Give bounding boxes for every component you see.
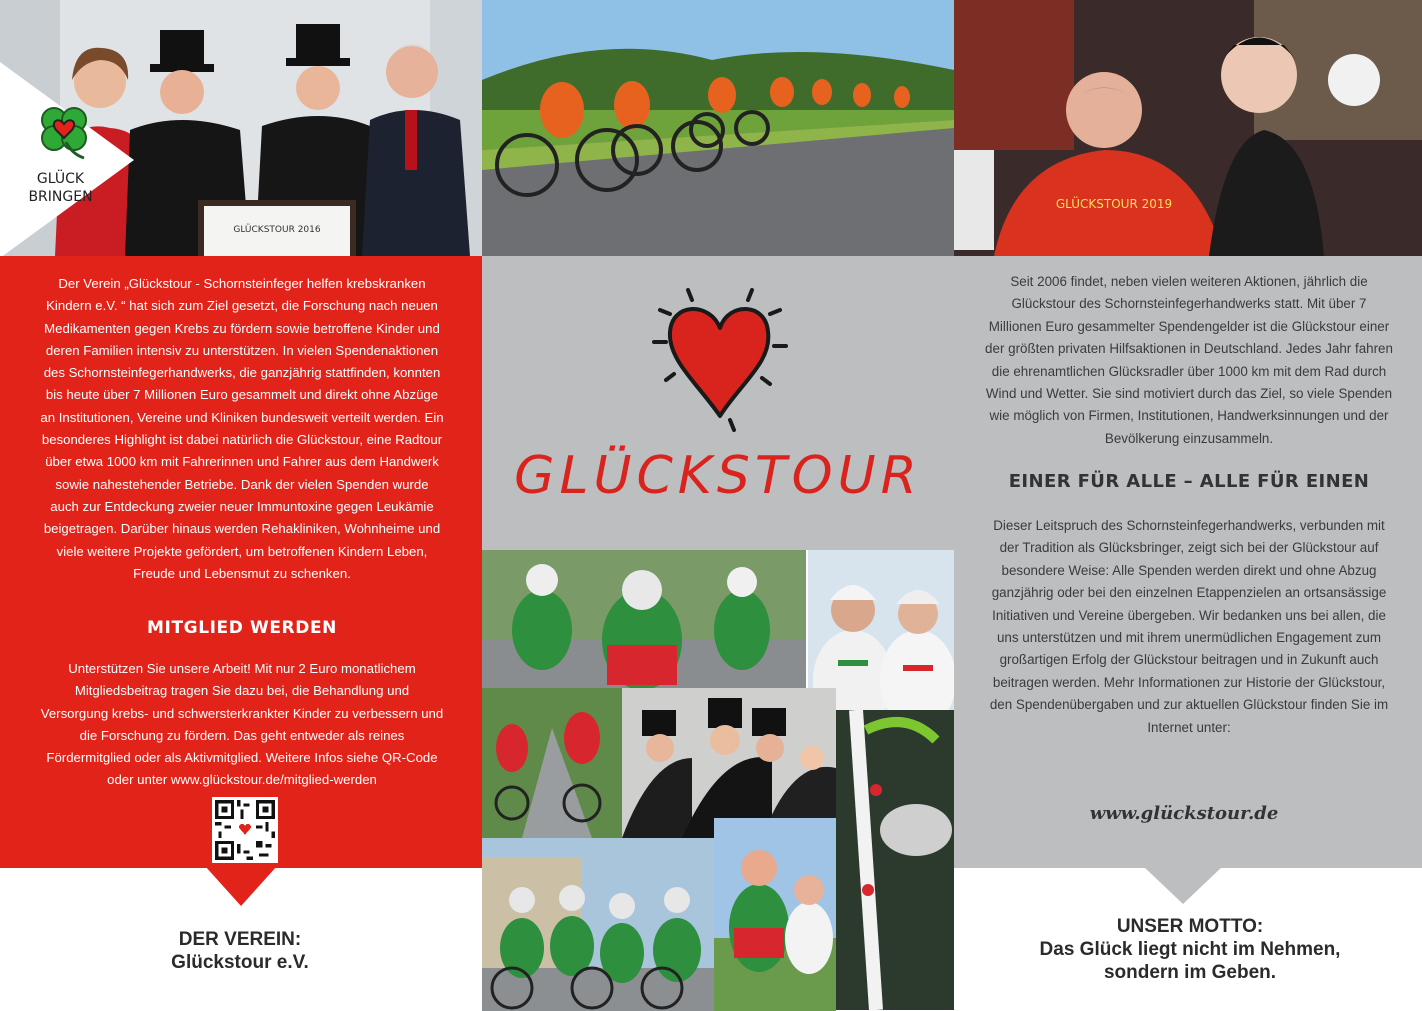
motto-title: UNSER MOTTO: xyxy=(1116,916,1264,937)
badge-line-1: GLÜCK xyxy=(36,171,85,187)
photo-cyclists-road xyxy=(482,0,954,256)
badge-label xyxy=(8,170,113,206)
clover-icon xyxy=(32,98,96,162)
member-text: Unterstützen Sie unsere Arbeit! Mit nur 2 Euro monatlichem Mitgliedsbeitrag tragen Sie dazu bei, die Behandlung und Versorgung krebs- und schwersterkrankter Kinder zu verbessern und die Forschung zu fördern. Das geht entweder als reines Fördermitglied oder als Aktivmitglied. Weitere Infos siehe QR-Code oder unter www.glückstour.de/mitglied-werden xyxy=(40,661,444,788)
verein-footer-line-1: DER VEREIN: xyxy=(178,929,302,950)
verein-footer xyxy=(100,928,380,974)
photo-ceremony xyxy=(954,0,1422,256)
jersey-print-label: GLÜCKSTOUR 2019 xyxy=(1055,197,1173,211)
verein-pointer xyxy=(205,866,277,906)
qr-code[interactable] xyxy=(212,797,278,863)
collage-photo-climb xyxy=(482,688,622,838)
verein-footer-line-2: Glückstour e.V. xyxy=(171,952,309,973)
motto-line-2: sondern im Geben. xyxy=(1103,962,1277,983)
verein-intro-text: Der Verein „Glückstour - Schornsteinfeger helfen krebskranken Kindern e.V. “ hat sich zum Ziel gesetzt, die Forschung nach neuen Medikamenten gegen Krebs zu fördern sowie betroffene Kinder und deren Familien intensiv zu unterstützen. In vielen Spendenaktionen des Schornsteinfegerhandwerks, die ganzjährig stattfinden, konnten bis heute über 7 Millionen Euro gesammelt und direkt ohne Abzüge an Institutionen, Vereine und Kliniken bundesweit verteilt werden. Ein besonderes Highlight ist dabei natürlich die Glückstour, eine Radtour über etwa 1000 km mit Fahrerinnen und Fahrer aus dem Handwerk sowie nahestehender Betriebe. Dank der vielen Spenden wurde auch zur Entdeckung zweier neuer Immuntoxine gegen Leukämie beigetragen. Darüber hinaus werden Rehakliniken, Wohnheime und viele weitere Projekte gefördert, um betroffenen Kindern Leben, Freude und Lebensmut zu schenken. xyxy=(40,276,444,581)
heart-logo-icon xyxy=(640,280,800,440)
badge-line-2: BRINGEN xyxy=(28,189,93,205)
collage-photo-riders xyxy=(482,550,806,688)
tour-intro-text: Seit 2006 findet, neben vielen weiteren Aktionen, jährlich die Glückstour des Schornsteinfegerhandwerks statt. Mit über 7 Millionen Euro gesammelter Spendengelder ist die Glückstour einer der größten privaten Hilfsaktionen in Deutschland. Jedes Jahr fahren die ehrenamtlichen Glücksradler über 1000 km mit dem Rad durch Wind und Wetter. Sie sind motiviert durch das Ziel, so viele Spenden wie möglich von Firmen, Institutionen, Handwerksinnungen und der Bevölkerung einzusammeln. xyxy=(985,274,1393,446)
frame-print-label: GLÜCKSTOUR 2016 xyxy=(233,225,321,235)
collage-photo-pair xyxy=(714,818,836,1011)
motto-line-1: Das Glück liegt nicht im Nehmen, xyxy=(1039,939,1341,960)
member-heading: MITGLIED WERDEN xyxy=(147,618,337,638)
collage-photo-sweeps xyxy=(622,688,836,838)
tour-pointer xyxy=(1143,866,1223,904)
collage-photo-duo xyxy=(808,550,954,710)
motto-heading: EINER FÜR ALLE – ALLE FÜR EINEN xyxy=(1008,471,1370,492)
website-link[interactable]: www.glückstour.de xyxy=(1089,803,1279,824)
collage-photo-group xyxy=(482,838,714,1011)
tour-info-text: Dieser Leitspruch des Schornsteinfegerhandwerks, verbunden mit der Tradition als Glücksbringer, zeigt sich bei der Glückstour auf besondere Weise: Alle Spenden werden direkt und ohne Abzug ganzjährig oder bei den einzelnen Etappenzielen an ortsansässige Initiativen und Vereine übergeben. Wir bedanken uns bei allen, die uns unterstützen und mit ihrem unermüdlichen Engagement zum großartigen Erfolg der Glückstour beitragen und in Zukunft auch beitragen werden. Mehr Informationen zur Historie der Glückstour, den Spendenübergaben und zur aktuellen Glückstour finden Sie im Internet unter: xyxy=(989,518,1389,735)
logo-wordmark: GLÜCKSTOUR xyxy=(514,446,922,506)
collage-photo-bike-detail xyxy=(836,710,954,1010)
